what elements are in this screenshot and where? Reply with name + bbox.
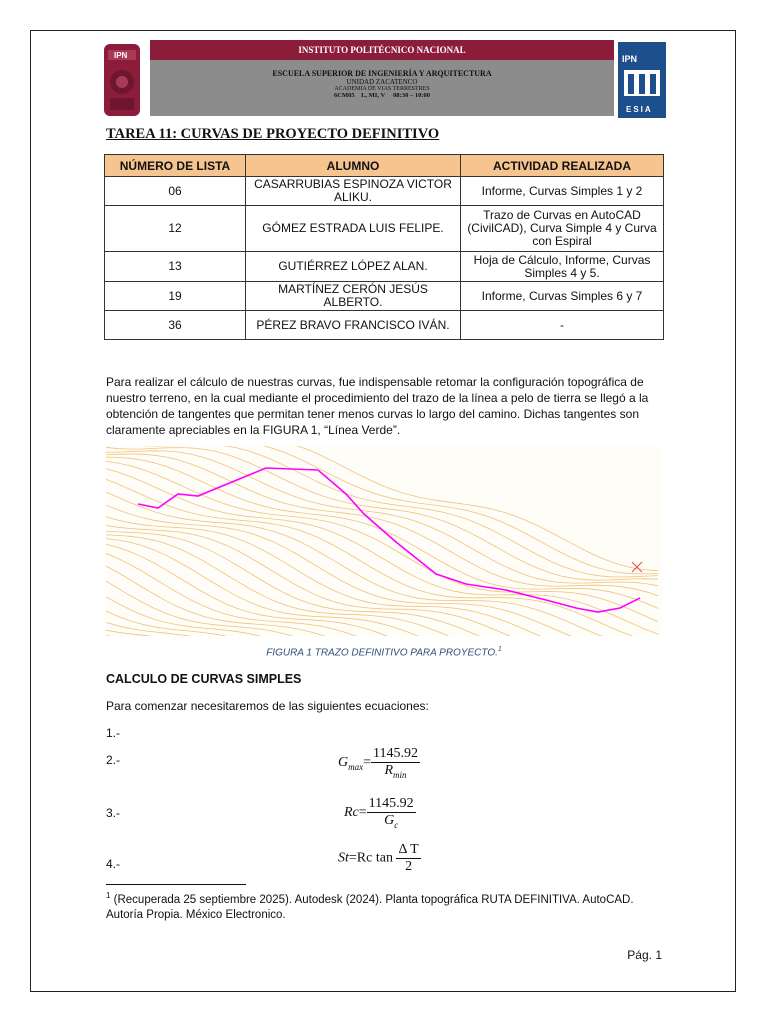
eq3-denominator-sub: c [394,819,399,830]
equations-intro: Para comenzar necesitaremos de las siguientes ecuaciones: [106,699,429,713]
table-row [105,282,664,311]
table-header-row [105,155,664,177]
document-header [96,40,668,120]
equation-number-1: 1.- [106,726,121,740]
cell-list-number: 06 [105,177,246,206]
eq4-numerator: Δ T [398,842,419,857]
eq2-denominator-sub: min [393,769,407,780]
contour-line [106,517,658,636]
academy-name: ACADEMIA DE VIAS TERRESTRES [334,86,430,92]
eq4-rhs: Rc tan [356,850,393,866]
page-title: TAREA 11: CURVAS DE PROYECTO DEFINITIVO [106,126,440,142]
contour-map-icon [106,446,662,636]
col-header-list-number: NÚMERO DE LISTA [105,155,246,177]
col-header-activity: ACTIVIDAD REALIZADA [461,155,664,177]
eq3-fraction [367,796,416,830]
contour-line [106,451,658,586]
cell-activity: - [461,311,664,340]
eq2-numerator: 1145.92 [373,746,419,761]
eq2-fraction [371,746,420,780]
eq3-lhs: Rc [344,805,359,821]
contour-line [106,469,658,634]
figure-caption-text: FIGURA 1 TRAZO DEFINITIVO PARA PROYECTO. [266,647,498,659]
logo-right-text: ESIA [626,105,653,114]
cell-activity: Hoja de Cálculo, Informe, Curvas Simples 4 y 5. [461,252,664,282]
eq3-numerator: 1145.92 [368,796,414,811]
eq4-lhs: St [338,850,349,866]
cell-student: GÓMEZ ESTRADA LUIS FELIPE. [246,206,461,252]
footnote-divider [106,884,246,885]
unit-name: UNIDAD ZACATENCO [346,78,418,86]
cell-student: CASARRUBIAS ESPINOZA VICTOR ALIKU. [246,177,461,206]
topographic-map-figure [106,446,662,636]
eq2-denominator: R [384,763,394,778]
equation-number-4: 4.- [106,857,121,871]
group-schedule: 6CM05 L, MI, V 08:30 – 10:00 [334,92,430,99]
svg-text:IPN: IPN [622,54,638,64]
equation-st: St=Rc tan $\frac{\text{Δ T}}{2}$ [338,842,419,874]
esia-logo-icon [616,40,668,120]
section-heading: CALCULO DE CURVAS SIMPLES [106,672,302,686]
col-header-student: ALUMNO [246,155,461,177]
eq4-denominator: 2 [405,859,413,874]
cell-student: PÉREZ BRAVO FRANCISCO IVÁN. [246,311,461,340]
contour-line [106,447,658,580]
cell-list-number: 12 [105,206,246,252]
team-table [104,154,664,340]
equation-number-2: 2.- [106,753,121,767]
table-row [105,177,664,206]
cell-list-number: 36 [105,311,246,340]
cross-marker [632,562,642,572]
cell-activity: Informe, Curvas Simples 6 y 7 [461,282,664,311]
school-name: ESCUELA SUPERIOR DE INGENIERÍA Y ARQUITECTURA [272,69,492,78]
page-number: Pág. 1 [627,948,662,962]
eq3-denominator: G [384,813,395,828]
school-band [150,60,614,116]
cell-list-number: 13 [105,252,246,282]
institute-band: INSTITUTO POLITÉCNICO NACIONAL [150,40,614,60]
contour-line [106,446,658,577]
logo-left-text: IPN [114,51,128,60]
footnote [106,888,666,923]
table-row [105,206,664,252]
intro-paragraph: Para realizar el cálculo de nuestras curvas, fue indispensable retomar la configuración topográfica de nuestro terreno, en la cual mediante el procedimiento del trazo de la línea a pelo de tierra se llegó a la obtención de tangentes que permitan tener menos curvas lo largo del camino. Dichas tangentes son claramente apreciables en la FIGURA 1, “Línea Verde”. [106,375,649,437]
footnote-text: (Recuperada 25 septiembre 2025). Autodesk (2024). Planta topográfica RUTA DEFINITIVA. AutoCAD. Autoría Propia. México Electronico. [106,893,634,921]
table-row [105,252,664,282]
cell-activity: Informe, Curvas Simples 1 y 2 [461,177,664,206]
figure-caption [106,646,662,658]
cell-student: GUTIÉRREZ LÓPEZ ALAN. [246,252,461,282]
cell-list-number: 19 [105,282,246,311]
cell-student: MARTÍNEZ CERÓN JESÚS ALBERTO. [246,282,461,311]
ipn-logo-icon [96,40,148,120]
eq4-fraction [396,842,420,875]
equation-rc: Rc= $\frac{1145.92}{G_c}$ [344,796,414,830]
equation-number-3: 3.- [106,806,121,820]
figure-caption-ref: 1 [497,646,502,653]
contour-line [106,446,658,574]
footnote-mark: 1 [106,891,111,900]
eq2-lhs: G [338,755,349,771]
table-row [105,311,664,340]
eq2-lhs-sub: max [348,761,364,772]
cell-activity: Trazo de Curvas en AutoCAD (CivilCAD), Curva Simple 4 y Curva con Espiral [461,206,664,252]
equation-gmax: $G_{max}=$ $\frac{1145.92}{R_{min}}$ [338,746,419,780]
